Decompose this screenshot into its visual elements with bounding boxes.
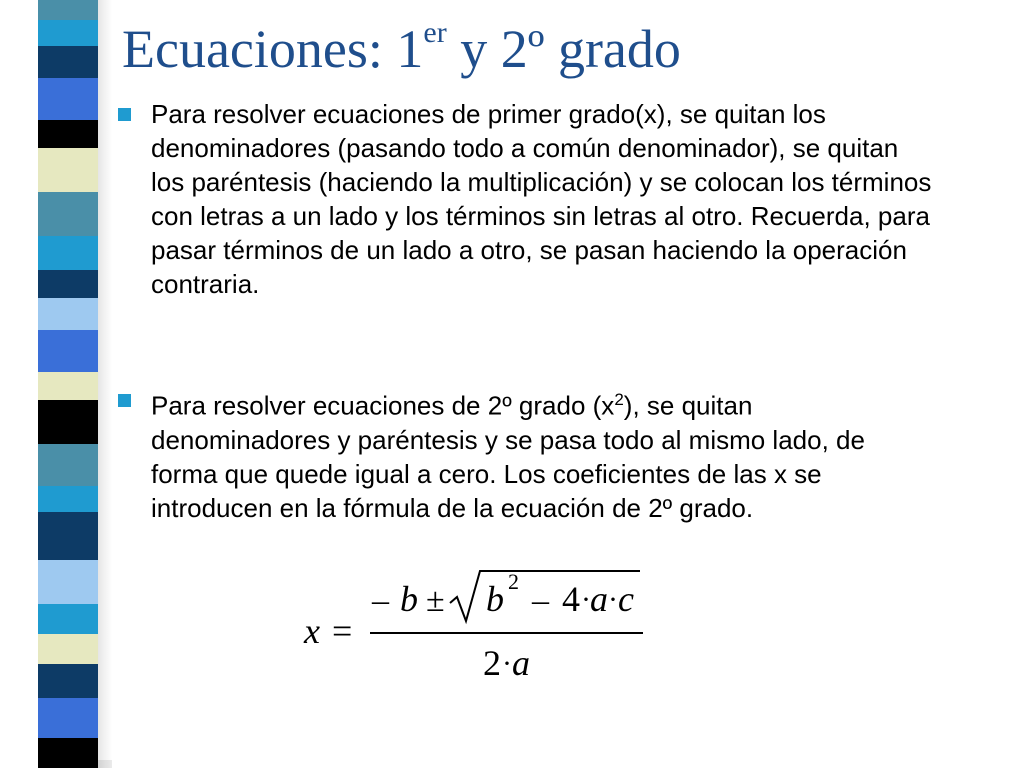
stripe-segment [38, 120, 98, 148]
formula-den-two: 2 [483, 643, 501, 683]
bullet-item [118, 383, 933, 525]
stripe-segment [38, 560, 98, 604]
formula-lhs: x [304, 611, 320, 651]
formula-minus-2: – [532, 582, 549, 619]
stripe-segment [38, 400, 98, 444]
stripe-segment [38, 486, 98, 512]
stripe-segment [38, 0, 98, 20]
stripe-segment [38, 604, 98, 634]
formula-plus-minus: ± [426, 582, 445, 619]
bullet-superscript: 2 [614, 390, 624, 409]
formula-den-dot: · [502, 647, 512, 680]
formula-exponent: 2 [508, 569, 519, 594]
stripe-segment [38, 698, 98, 738]
stripe-segment [38, 270, 98, 298]
stripe-segment [38, 444, 98, 486]
stripe-bottom-shadow [38, 760, 112, 768]
stripe-segment [38, 20, 98, 46]
bullet-text-part1: Para resolver ecuaciones de 2º grado (x [151, 390, 615, 421]
formula-equals: = [332, 611, 353, 651]
formula-b: b [400, 579, 418, 619]
formula-b-squared-base: b [486, 579, 504, 619]
title-superscript: er [423, 16, 447, 49]
stripe-segment [38, 298, 98, 330]
title-rest: y 2º grado [446, 19, 681, 79]
stripe-segment [38, 236, 98, 270]
title-main: Ecuaciones: 1 [122, 19, 424, 79]
formula-minus: – [372, 582, 389, 619]
formula-dot-2: · [608, 583, 618, 616]
bullet-text-part2: ), se quitan denominadores y paréntesis y se pasa todo al mismo lado, de forma que quede igual a cero. Los coeficientes de las x se introducen en la fórmula de la ecuación de 2º grado. [151, 390, 865, 523]
stripe-segment [38, 634, 98, 664]
decorative-stripe [38, 0, 98, 768]
square-bullet-icon [118, 394, 131, 407]
formula-den-a: a [512, 643, 530, 683]
quadratic-formula [300, 563, 660, 693]
stripe-segment [38, 512, 98, 560]
formula-dot: · [581, 583, 591, 616]
stripe-segment [38, 330, 98, 372]
stripe-segment [38, 192, 98, 236]
stripe-segment [38, 664, 98, 698]
formula-four: 4 [562, 579, 580, 619]
stripe-shadow [98, 0, 112, 768]
formula-a: a [590, 579, 608, 619]
bullet-text: Para resolver ecuaciones de primer grado(x), se quitan los denominadores (pasando todo a común denominador), se quitan los paréntesis (haciendo la multiplicación) y se colocan los términos con letras a un lado y los términos sin letras al otro. Recuerda, para pasar términos de un lado a otro, se pasan haciendo la operación contraria. [151, 99, 932, 299]
bullet-item [118, 97, 933, 301]
stripe-segment [38, 372, 98, 400]
stripe-segment [38, 148, 98, 192]
slide-title [122, 16, 681, 79]
bullet-text [151, 383, 933, 525]
stripe-segment [38, 78, 98, 120]
formula-c: c [618, 579, 634, 619]
stripe-segment [38, 46, 98, 78]
square-bullet-icon [118, 108, 131, 121]
